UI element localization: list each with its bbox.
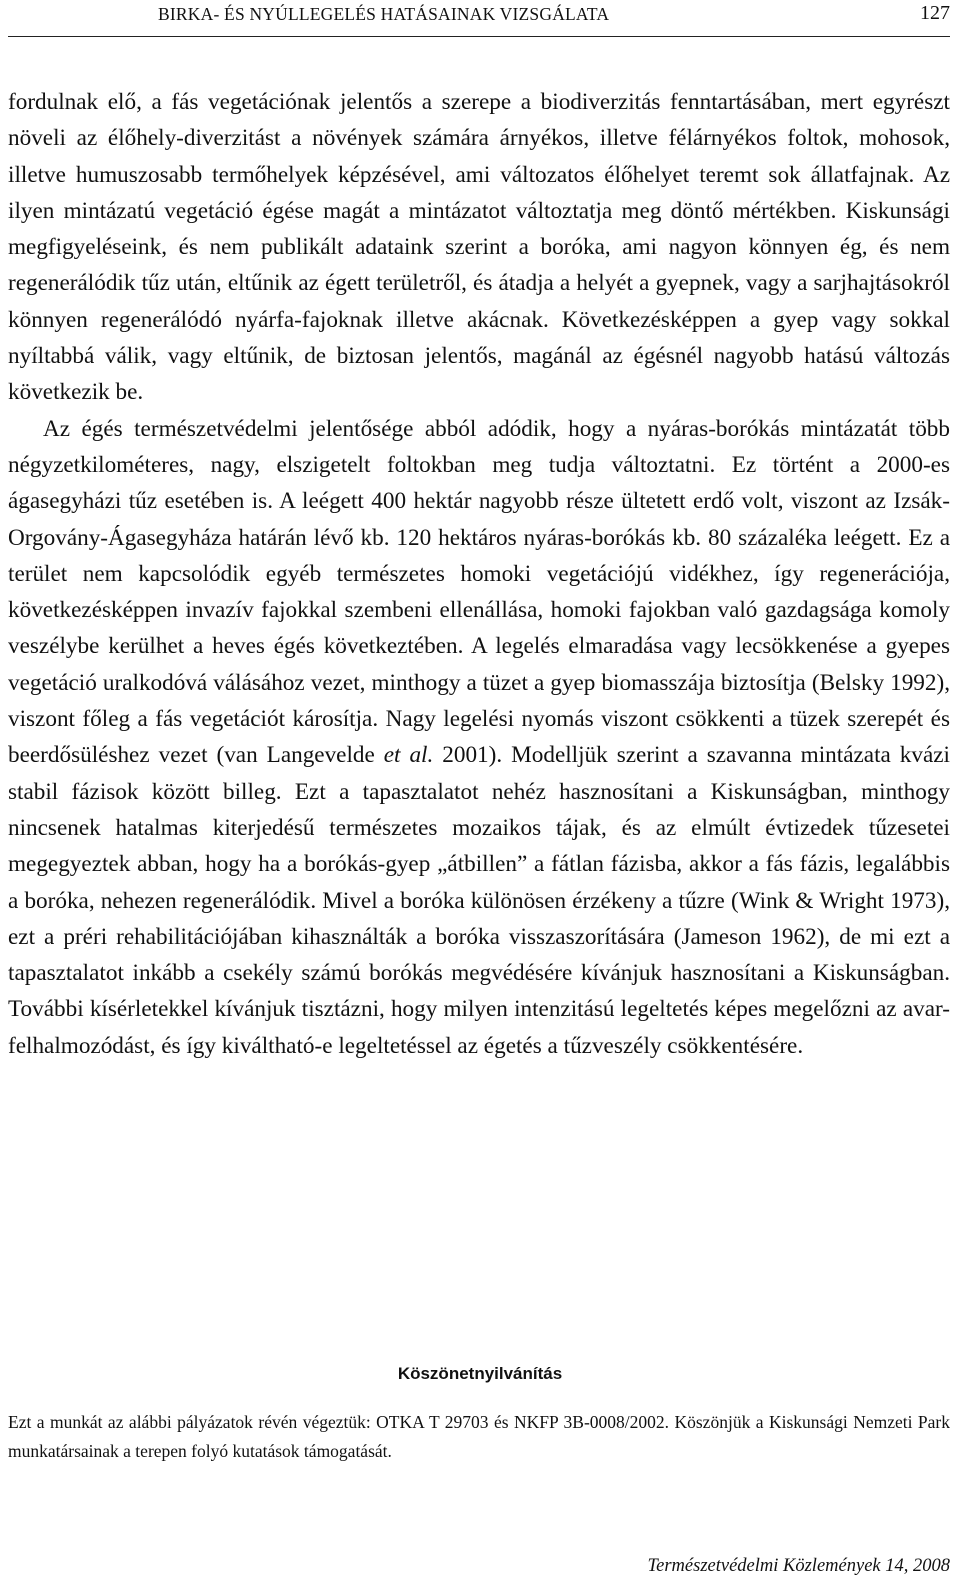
acknowledgements-text: Ezt a munkát az alábbi pályázatok révén végeztük: OTKA T 29703 és NKFP 3B-0008/2002. Köszönjük a Kiskunsági Nemzeti Park munkatársainak a terepen folyó kutatások támogatását. — [8, 1412, 950, 1461]
journal-footer: Természetvédelmi Közlemények 14, 2008 — [647, 1556, 950, 1576]
running-title: BIRKA- ÉS NYÚLLEGELÉS HATÁSAINAK VIZSGÁLATA — [158, 4, 610, 24]
acknowledgements-title: Köszönetnyilvánítás — [397, 1364, 563, 1383]
paragraph-text: Az égés természetvédelmi jelentősége abból adódik, hogy a nyáras-borókás mintázatát több négyzetkilométeres, nagy, elszigetelt foltokban meg tudja változtatni. Ez történt a 2000-es ágasegyházi tűz esetében is. A leégett 400 hektár nagyobb része ültetett erdő volt, viszont az Izsák-Orgovány-Ágasegyháza határán lévő kb. 120 hektáros nyáras-borókás kb. 80 százaléka leégett. Ez a terület nem kapcsolódik egyéb természetes homoki vegetációjú vidékhez, így regenerációja, következésképpen invazív fajokkal szembeni ellenállása, homoki fajokban való gazdagsága komoly veszélybe kerülhet a heves égés következtében. A legelés elmaradása vagy lecsökkenése a gyepes vegetáció uralkodóvá válásához vezet, minthogy a tüzet a gyep biomasszája biztosítja (Belsky 1992), viszont főleg a fás vegetációt károsítja. Nagy legelési nyomás viszont csökkenti a tüzek szerepét és beerdősüléshez vezet (van Langevelde — [8, 415, 950, 769]
paragraph — [8, 411, 950, 1064]
paragraph — [8, 84, 950, 411]
page-header — [8, 0, 950, 37]
paragraph-text: 2001). Modelljük szerint a szavanna mintázata kvázi stabil fázisok között billeg. Ezt a tapasztalatot nehéz hasznosítani a Kiskunságban, minthogy nincsenek hatalmas kiterjedésű természetes mozaikos tájak, és az elmúlt évtizedek tűzesetei megegyeztek abban, hogy ha a borókás-gyep „átbillen” a fátlan fázisba, akkor a fás fázis, legalábbis a boróka, nehezen regenerálódik. Mivel a boróka különösen érzékeny a tűzre (Wink & Wright 1973), ezt a préri rehabilitációjában kihasználták a boróka visszaszorítására (Jameson 1962), de mi ezt a tapasztalatot inkább a csekély számú borókás megvédésére kívánjuk hasznosítani a Kiskunságban. További kísérletekkel kívánjuk tisztázni, hogy milyen intenzitású legeltetés képes megelőzni az avar-felhalmozódást, és így kiváltható-e legeltetéssel az égetés a tűzveszély csökkentésére. — [8, 742, 950, 1059]
body-text — [8, 84, 950, 1064]
page-number: 127 — [920, 2, 950, 24]
italic-text: et al. — [383, 742, 434, 769]
paragraph-text: fordulnak elő, a fás vegetációnak jelentős a szerepe a biodiverzitás fenntartásában, mert egyrészt növeli az élőhely-diverzitást a növények számára árnyékos, illetve félárnyékos foltok, mohosok, illetve humuszosabb termőhelyek képzésével, ami változatos élőhelyet teremt sok állatfajnak. Az ilyen mintázatú vegetáció égése magát a mintázatot változtatja meg döntő mértékben. Kiskunsági megfigyeléseink, és nem publikált adataink szerint a boróka, ami nagyon könnyen ég, és nem regenerálódik tűz után, eltűnik az égett területről, és átadja a helyét a gyepnek, vagy a sarjhajtásokról könnyen regenerálódó nyárfa-fajoknak illetve akácnak. Következésképpen a gyep vagy sokkal nyíltabbá válik, vagy eltűnik, de biztosan jelentős, magánál az égésnél nagyobb hatású változás következik be. — [8, 89, 950, 406]
